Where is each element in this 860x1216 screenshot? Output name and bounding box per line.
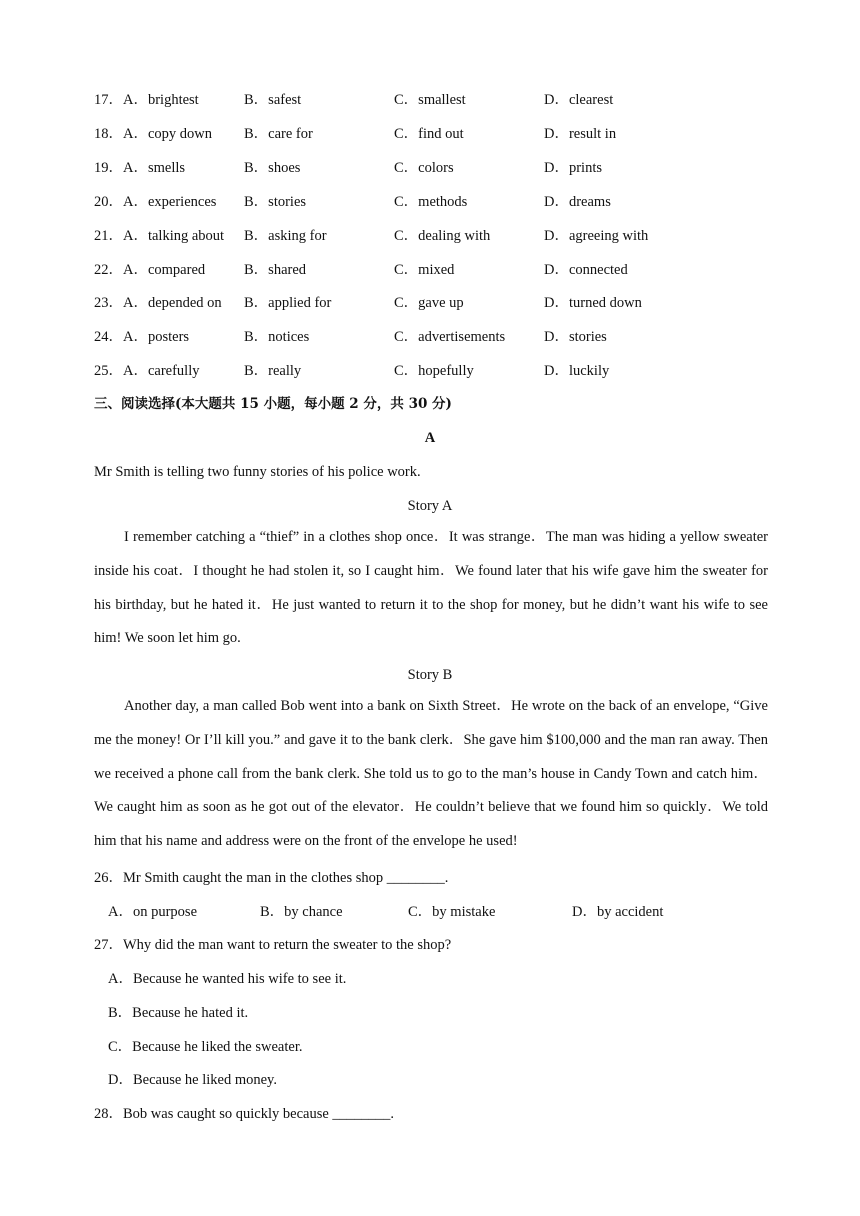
option-a: 18．A．copy down bbox=[94, 126, 213, 142]
question-27-stem: 27．Why did the man want to return the sweater to the shop? bbox=[94, 937, 452, 953]
option-b: B．really bbox=[244, 363, 302, 379]
option-row-24 bbox=[94, 327, 794, 347]
option-row-20 bbox=[94, 192, 794, 212]
option-d: D．result in bbox=[544, 126, 617, 142]
option-row-19 bbox=[94, 158, 794, 178]
story-a-title: Story A bbox=[407, 498, 453, 514]
option-d: D．luckily bbox=[544, 363, 610, 379]
option-a: 17．A．brightest bbox=[94, 92, 199, 108]
option-b: B．shoes bbox=[244, 160, 301, 176]
option-c: C．hopefully bbox=[394, 363, 474, 379]
question-27-option-b: B．Because he hated it. bbox=[108, 1005, 249, 1021]
option-d: D．stories bbox=[544, 329, 607, 345]
passage-intro: Mr Smith is telling two funny stories of his police work. bbox=[94, 464, 421, 480]
option-c: C．by mistake bbox=[408, 904, 496, 920]
option-b: B．care for bbox=[244, 126, 313, 142]
question-28-stem: 28．Bob was caught so quickly because ________. bbox=[94, 1106, 395, 1122]
option-b: B．shared bbox=[244, 262, 307, 278]
option-c: C．dealing with bbox=[394, 228, 491, 244]
option-d: D．agreeing with bbox=[544, 228, 649, 244]
option-c: C．methods bbox=[394, 194, 468, 210]
question-27-option-a: A．Because he wanted his wife to see it. bbox=[108, 971, 347, 987]
option-c: C．smallest bbox=[394, 92, 466, 108]
option-c: C．advertisements bbox=[394, 329, 506, 345]
question-27-option-d: D．Because he liked money. bbox=[108, 1072, 277, 1088]
option-row-23 bbox=[94, 293, 794, 313]
option-d: D．by accident bbox=[572, 904, 664, 920]
option-a: 25．A．carefully bbox=[94, 363, 200, 379]
option-d: D．connected bbox=[544, 262, 628, 278]
option-d: D．turned down bbox=[544, 295, 642, 311]
option-row-21 bbox=[94, 226, 794, 246]
option-b: B．asking for bbox=[244, 228, 327, 244]
question-27-option-c: C．Because he liked the sweater. bbox=[108, 1039, 303, 1055]
option-a: 20．A．experiences bbox=[94, 194, 217, 210]
story-b-paragraph: Another day, a man called Bob went into a bank on Sixth Street．He wrote on the back of an envelope, “Give me the money! Or I’ll kill you.” and gave it to the bank clerk．She gave him $100,000 and the man ran away. Then we received a phone call from the bank clerk. She told us to go to the man’s house in Candy Town and catch him．We caught him as soon as he got out of the elevator．He couldn’t believe that we found him so quickly．We told him that his name and address were on the front of the envelope he used! bbox=[94, 698, 768, 850]
option-a: 19．A．smells bbox=[94, 160, 186, 176]
option-d: D．dreams bbox=[544, 194, 611, 210]
option-b: B．by chance bbox=[260, 904, 343, 920]
option-row-22 bbox=[94, 260, 794, 280]
option-c: C．gave up bbox=[394, 295, 464, 311]
question-26-stem: 26．Mr Smith caught the man in the clothes shop ________. bbox=[94, 870, 449, 886]
option-a: A．on purpose bbox=[108, 904, 198, 920]
story-b-title: Story B bbox=[407, 667, 453, 683]
question-26-options bbox=[94, 902, 794, 922]
option-b: B．safest bbox=[244, 92, 302, 108]
option-c: C．mixed bbox=[394, 262, 455, 278]
section-title: 三、阅读选择(本大题共 15 小题，每小题 2 分，共 30 分) bbox=[94, 396, 452, 412]
option-row-25 bbox=[94, 361, 794, 381]
passage-label: A bbox=[424, 430, 436, 446]
option-row-17 bbox=[94, 90, 794, 110]
option-a: 22．A．compared bbox=[94, 262, 206, 278]
option-b: B．notices bbox=[244, 329, 310, 345]
option-row-18 bbox=[94, 124, 794, 144]
option-b: B．applied for bbox=[244, 295, 332, 311]
option-b: B．stories bbox=[244, 194, 307, 210]
option-d: D．clearest bbox=[544, 92, 614, 108]
option-c: C．find out bbox=[394, 126, 464, 142]
option-a: 24．A．posters bbox=[94, 329, 190, 345]
option-a: 23．A．depended on bbox=[94, 295, 222, 311]
option-a: 21．A．talking about bbox=[94, 228, 225, 244]
option-c: C．colors bbox=[394, 160, 454, 176]
option-d: D．prints bbox=[544, 160, 602, 176]
story-a-paragraph: I remember catching a “thief” in a clothes shop once．It was strange．The man was hiding a yellow sweater inside his coat．I thought he had stolen it, so I caught him．We found later that his wife gave him the sweater for his birthday, but he hated it．He just wanted to return it to the shop for money, but he didn’t want his wife to see him! We soon let him go. bbox=[94, 529, 768, 647]
